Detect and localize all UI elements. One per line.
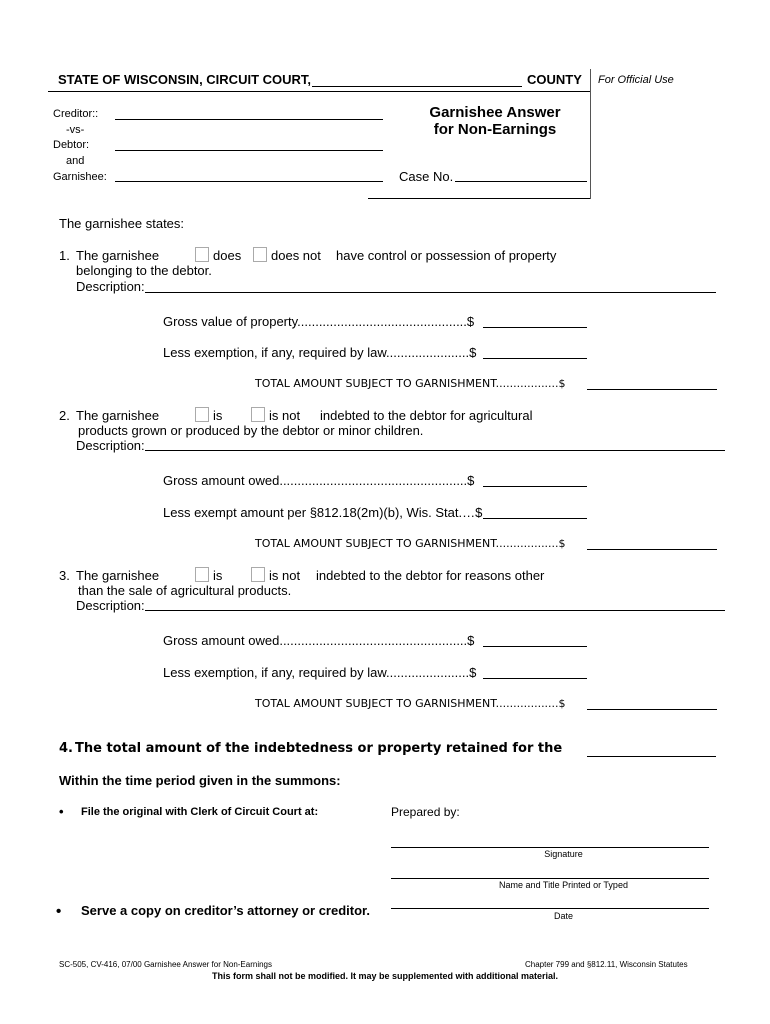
section1-does-checkbox[interactable] [195, 247, 209, 262]
section2-less-field[interactable] [483, 518, 587, 519]
section2-is-checkbox[interactable] [195, 407, 209, 422]
signature-field[interactable] [391, 847, 709, 848]
section1-less-field[interactable] [483, 358, 587, 359]
creditor-label: Creditor:: [53, 108, 99, 120]
section3-total-label: TOTAL AMOUNT SUBJECT TO GARNISHMENT..................$ [255, 697, 566, 710]
section1-total-field[interactable] [587, 389, 717, 390]
debtor-label: Debtor: [53, 139, 90, 151]
court-label: STATE OF WISCONSIN, CIRCUIT COURT, [58, 72, 312, 87]
section1-text1: have control or possession of property [336, 248, 557, 263]
section2-text1: indebted to the debtor for agricultural [320, 408, 533, 423]
section4-field[interactable] [587, 756, 716, 757]
section2-label: The garnishee [76, 408, 160, 423]
section2-gross-label: Gross amount owed....................................................$ [163, 473, 475, 488]
serve-copy-text: Serve a copy on creditor’s attorney or creditor. [81, 903, 370, 918]
section3-less-label: Less exemption, if any, required by law.......................$ [163, 665, 477, 680]
section3-text1: indebted to the debtor for reasons other [316, 568, 545, 583]
section3-is-label: is [213, 568, 223, 583]
section2-less-label: Less exempt amount per §812.18(2m)(b), Wis. Stat.…$ [163, 505, 483, 520]
section1-description-field[interactable] [145, 292, 716, 293]
official-use-divider [590, 69, 591, 199]
section3-is-not-label: is not [269, 568, 301, 583]
form-title-line1: Garnishee Answer [429, 104, 561, 121]
county-label: COUNTY [527, 72, 582, 87]
section2-gross-field[interactable] [483, 486, 587, 487]
section1-label: The garnishee [76, 248, 160, 263]
section2-description-field[interactable] [145, 450, 725, 451]
section3-label: The garnishee [76, 568, 160, 583]
name-title-field[interactable] [391, 878, 709, 879]
section3-description-field[interactable] [145, 610, 725, 611]
bullet-icon: • [59, 804, 64, 819]
case-no-field[interactable] [455, 181, 587, 182]
section1-less-label: Less exemption, if any, required by law.......................$ [163, 345, 477, 360]
name-title-caption: Name and Title Printed or Typed [499, 880, 628, 890]
garnishee-label: Garnishee: [53, 171, 107, 183]
section1-does-label: does [213, 248, 242, 263]
section2-total-label: TOTAL AMOUNT SUBJECT TO GARNISHMENT..................$ [255, 537, 566, 550]
date-caption: Date [553, 911, 573, 921]
section1-does-not-label: does not [271, 248, 321, 263]
header-rule [48, 91, 590, 92]
section1-does-not-checkbox[interactable] [253, 247, 267, 262]
section2-is-not-checkbox[interactable] [251, 407, 265, 422]
section3-total-field[interactable] [587, 709, 717, 710]
section3-description-label: Description: [76, 598, 145, 613]
section3-text2: than the sale of agricultural products. [78, 583, 292, 598]
section2-is-label: is [213, 408, 223, 423]
section1-number: 1. [59, 248, 70, 263]
section3-is-checkbox[interactable] [195, 567, 209, 582]
section3-is-not-checkbox[interactable] [251, 567, 265, 582]
and-label: and [66, 155, 85, 167]
footer-notice: This form shall not be modified. It may be supplemented with additional material. [211, 971, 559, 981]
section3-number: 3. [59, 568, 70, 583]
file-original-text: File the original with Clerk of Circuit Court at: [81, 806, 319, 818]
signature-caption: Signature [544, 849, 583, 859]
vs-label: -vs- [66, 124, 85, 136]
section1-total-label: TOTAL AMOUNT SUBJECT TO GARNISHMENT..................$ [255, 377, 566, 390]
section1-description-label: Description: [76, 279, 145, 294]
section4-number: 4. [59, 741, 73, 756]
case-no-label: Case No. [399, 169, 454, 184]
intro-text: The garnishee states: [59, 216, 185, 231]
section3-gross-label: Gross amount owed....................................................$ [163, 633, 475, 648]
bullet-icon: • [56, 903, 62, 920]
section3-less-field[interactable] [483, 678, 587, 679]
section1-gross-field[interactable] [483, 327, 587, 328]
prepared-by-label: Prepared by: [391, 805, 460, 819]
section2-is-not-label: is not [269, 408, 301, 423]
within-time-heading: Within the time period given in the summons: [59, 773, 341, 788]
creditor-field[interactable] [115, 119, 383, 120]
debtor-field[interactable] [115, 150, 383, 151]
case-box-bottom [368, 198, 590, 199]
section2-description-label: Description: [76, 438, 145, 453]
form-title-line2: for Non-Earnings [433, 121, 557, 138]
footer-form-id: SC-505, CV-416, 07/00 Garnishee Answer for Non-Earnings [59, 960, 273, 969]
section1-text2: belonging to the debtor. [76, 263, 212, 278]
county-field[interactable] [312, 86, 522, 87]
date-field[interactable] [391, 908, 709, 909]
section1-gross-label: Gross value of property...............................................$ [163, 314, 475, 329]
section2-total-field[interactable] [587, 549, 717, 550]
garnishee-field[interactable] [115, 181, 383, 182]
footer-statute: Chapter 799 and §812.11, Wisconsin Statutes [525, 960, 688, 969]
official-use-label: For Official Use [598, 74, 674, 86]
section3-gross-field[interactable] [483, 646, 587, 647]
section2-number: 2. [59, 408, 70, 423]
section4-text: The total amount of the indebtedness or property retained for the [75, 741, 563, 756]
section2-text2: products grown or produced by the debtor or minor children. [78, 423, 424, 438]
